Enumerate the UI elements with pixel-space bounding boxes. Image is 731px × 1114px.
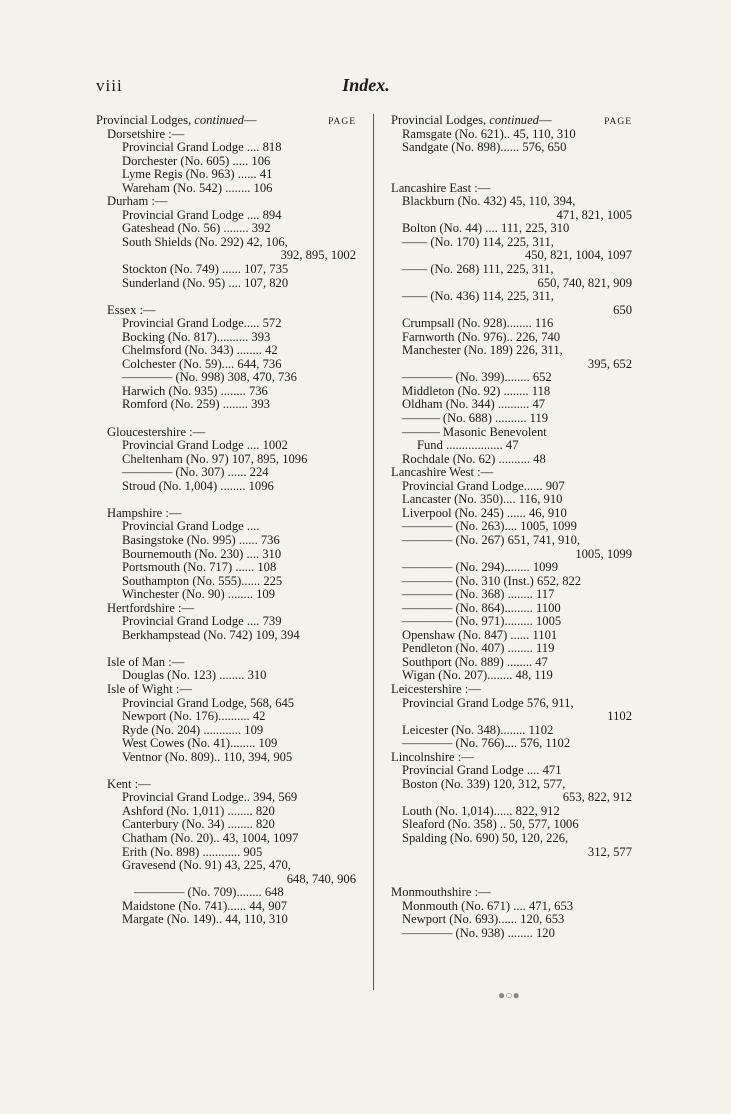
index-entry-text: Berkhampstead (No. 742) 109, 394	[122, 628, 300, 642]
index-entry	[96, 859, 356, 873]
index-entry	[391, 141, 632, 155]
index-entry	[96, 724, 356, 738]
index-entry	[391, 764, 632, 778]
index-entry	[96, 344, 356, 358]
spacer	[96, 290, 356, 304]
index-entry	[96, 263, 356, 277]
index-entry-text: Gateshead (No. 56) ........ 392	[122, 222, 271, 236]
library-stamp-mark: ●○●	[498, 988, 520, 1002]
index-entry	[391, 263, 632, 277]
index-entry-text: ———— (No. 766).... 576, 1102	[402, 737, 571, 751]
index-entry-text: Provincial Grand Lodge ....	[122, 520, 260, 534]
index-entry	[391, 548, 632, 562]
index-entry-text: Boston (No. 339) 120, 312, 577,	[402, 777, 566, 791]
index-entry	[96, 168, 356, 182]
index-entry	[96, 751, 356, 765]
index-entry-text: ———— (No. 267) 651, 741, 910,	[402, 533, 581, 547]
index-entry-text: Provincial Grand Lodge .... 739	[122, 615, 282, 629]
index-entry	[96, 602, 356, 616]
index-entry-text: West Cowes (No. 41)........ 109	[122, 737, 278, 751]
index-entry	[391, 439, 632, 453]
index-entry	[391, 493, 632, 507]
index-entry	[96, 453, 356, 467]
index-entry-text: ———— (No. 307) ...... 224	[122, 466, 269, 480]
index-entry	[96, 317, 356, 331]
index-entry	[391, 846, 632, 860]
index-entry-text: ———— (No. 399)........ 652	[402, 371, 552, 385]
index-entry	[96, 886, 356, 900]
index-entry-text: —— (No. 170) 114, 225, 311,	[402, 235, 554, 249]
index-entry	[391, 669, 632, 683]
index-entry-text: ———— (No. 263).... 1005, 1099	[402, 520, 577, 534]
index-entry	[391, 832, 632, 846]
index-entry-text: 395, 652	[587, 357, 632, 371]
index-entry-text: Newport (No. 693)...... 120, 653	[402, 913, 565, 927]
index-entry	[391, 615, 632, 629]
index-entry-text: Margate (No. 149).. 44, 110, 310	[122, 913, 288, 927]
index-entry-text: ———— (No. 998) 308, 470, 736	[122, 371, 297, 385]
index-entry-text: Spalding (No. 690) 50, 120, 226,	[402, 831, 569, 845]
index-entry-text: ———— (No. 938) ........ 120	[402, 926, 555, 940]
index-entry	[96, 358, 356, 372]
index-entry	[96, 737, 356, 751]
index-entry-text: 312, 577	[587, 845, 632, 859]
index-entry	[96, 398, 356, 412]
index-entry	[96, 249, 356, 263]
index-entry	[391, 737, 632, 751]
index-entry-text: ———— (No. 709)........ 648	[134, 886, 284, 900]
index-entry	[391, 751, 632, 765]
index-entry	[96, 304, 356, 318]
index-entry-text: Harwich (No. 935) ........ 736	[122, 384, 268, 398]
index-entry-text: ———— (No. 368) ........ 117	[402, 588, 555, 602]
index-entry-text: Provincial Grand Lodge..... 572	[122, 317, 282, 331]
index-entry	[391, 331, 632, 345]
index-entry-text: Provincial Lodges, continued—	[96, 114, 257, 127]
index-entry	[391, 683, 632, 697]
index-entry	[96, 710, 356, 724]
index-entry-text: Maidstone (No. 741)...... 44, 907	[122, 899, 288, 913]
spacer	[391, 155, 632, 169]
index-entry-text: Winchester (No. 90) ........ 109	[122, 588, 276, 602]
index-entry	[391, 182, 632, 196]
index-entry-text: 471, 821, 1005	[556, 208, 632, 222]
index-entry-text: Provincial Grand Lodge...... 907	[402, 479, 565, 493]
index-entry-text: —— (No. 268) 111, 225, 311,	[402, 263, 554, 277]
index-entry	[96, 575, 356, 589]
index-entry-text: Ashford (No. 1,011) ........ 820	[122, 804, 275, 818]
index-entry	[96, 778, 356, 792]
index-entry-text: Sleaford (No. 358) .. 50, 577, 1006	[402, 818, 579, 832]
index-entry-text: Provincial Grand Lodge .... 471	[402, 764, 562, 778]
index-entry-text: Lincolnshire :—	[391, 750, 474, 764]
index-entry	[96, 114, 356, 128]
index-entry	[391, 656, 632, 670]
spacer	[96, 412, 356, 426]
index-entry	[391, 805, 632, 819]
index-entry	[96, 371, 356, 385]
index-entry-text: Leicestershire :—	[391, 682, 481, 696]
page-number: viii	[96, 76, 123, 95]
index-entry-text: Monmouth (No. 671) .... 471, 653	[402, 899, 574, 913]
index-entry	[96, 277, 356, 291]
index-entry-text: Leicester (No. 348)........ 1102	[402, 723, 554, 737]
index-entry	[391, 927, 632, 941]
index-entry-text: Provincial Grand Lodge, 568, 645	[122, 696, 295, 710]
index-entry	[391, 507, 632, 521]
index-entry-text: ——— Masonic Benevolent	[402, 425, 547, 439]
index-entry	[96, 697, 356, 711]
index-entry-text: Pendleton (No. 407) ........ 119	[402, 642, 555, 656]
index-entry-text: Hampshire :—	[107, 506, 182, 520]
index-entry-text: Sandgate (No. 898)...... 576, 650	[402, 141, 567, 155]
index-entry	[96, 683, 356, 697]
index-entry	[96, 615, 356, 629]
spacer	[96, 642, 356, 656]
index-entry	[96, 588, 356, 602]
index-entry-text: Louth (No. 1,014)...... 822, 912	[402, 804, 560, 818]
index-entry	[391, 710, 632, 724]
index-entry-text: Douglas (No. 123) ........ 310	[122, 669, 267, 683]
index-entry-text: 392, 895, 1002	[280, 249, 356, 263]
index-entry-text: Lancashire East :—	[391, 181, 491, 195]
index-entry	[391, 913, 632, 927]
index-entry-text: Essex :—	[107, 303, 156, 317]
index-entry	[391, 385, 632, 399]
index-entry	[96, 900, 356, 914]
spacer	[96, 764, 356, 778]
index-entry	[391, 791, 632, 805]
index-entry-text: Isle of Wight :—	[107, 682, 192, 696]
index-entry	[96, 669, 356, 683]
index-entry	[391, 480, 632, 494]
index-entry-text: —— (No. 436) 114, 225, 311,	[402, 290, 554, 304]
index-entry-text: Chelmsford (No. 343) ........ 42	[122, 344, 278, 358]
index-entry-text: Wigan (No. 207)........ 48, 119	[402, 669, 553, 683]
index-entry	[96, 846, 356, 860]
index-entry	[96, 141, 356, 155]
index-entry-text: Farnworth (No. 976).. 226, 740	[402, 330, 561, 344]
index-entry	[391, 317, 632, 331]
index-entry	[391, 642, 632, 656]
column-divider	[373, 114, 374, 990]
index-entry	[96, 209, 356, 223]
index-entry	[96, 195, 356, 209]
index-entry-text: Dorchester (No. 605) ..... 106	[122, 154, 271, 168]
index-entry-text: ——— (No. 688) .......... 119	[402, 412, 549, 426]
index-entry	[96, 791, 356, 805]
index-entry-text: Provincial Grand Lodge 576, 911,	[402, 696, 574, 710]
index-entry	[96, 561, 356, 575]
index-entry-text: Middleton (No. 92) ........ 118	[402, 384, 551, 398]
index-entry	[391, 209, 632, 223]
index-entry	[96, 534, 356, 548]
index-entry	[391, 453, 632, 467]
index-entry-text: Openshaw (No. 847) ...... 1101	[402, 628, 558, 642]
index-entry	[391, 697, 632, 711]
index-entry-text: Basingstoke (No. 995) ...... 736	[122, 533, 280, 547]
index-entry-text: Rochdale (No. 62) .......... 48	[402, 452, 546, 466]
index-entry-text: Wareham (No. 542) ........ 106	[122, 181, 273, 195]
index-entry-text: 648, 740, 906	[286, 872, 356, 886]
index-entry-text: ———— (No. 294)........ 1099	[402, 561, 559, 575]
index-entry	[96, 507, 356, 521]
index-entry	[96, 128, 356, 142]
index-entry-text: Crumpsall (No. 928)........ 116	[402, 317, 554, 331]
index-entry	[96, 873, 356, 887]
index-entry-text: Isle of Man :—	[107, 655, 185, 669]
index-entry-text: Romford (No. 259) ........ 393	[122, 398, 270, 412]
index-column-right	[391, 114, 632, 940]
spacer	[391, 873, 632, 887]
index-entry-text: Canterbury (No. 34) ........ 820	[122, 818, 275, 832]
index-entry	[96, 480, 356, 494]
index-entry	[391, 724, 632, 738]
index-entry	[391, 778, 632, 792]
index-entry	[96, 426, 356, 440]
index-entry-text: Southampton (No. 555)...... 225	[122, 574, 283, 588]
index-entry-text: ———— (No. 310 (Inst.) 652, 822	[402, 574, 582, 588]
index-entry	[391, 575, 632, 589]
index-entry-text: Liverpool (No. 245) ...... 46, 910	[402, 506, 567, 520]
index-entry	[391, 426, 632, 440]
index-entry	[391, 195, 632, 209]
index-entry-text: Portsmouth (No. 717) ...... 108	[122, 561, 277, 575]
index-entry-text: Newport (No. 176).......... 42	[122, 710, 266, 724]
index-entry-text: Provincial Grand Lodge .... 818	[122, 141, 282, 155]
index-entry	[391, 534, 632, 548]
index-entry-text: Stockton (No. 749) ...... 107, 735	[122, 263, 289, 277]
index-entry	[96, 466, 356, 480]
index-entry-text: Ryde (No. 204) ............ 109	[122, 723, 264, 737]
index-entry-text: Chatham (No. 20).. 43, 1004, 1097	[122, 831, 299, 845]
index-entry-text: Bocking (No. 817).......... 393	[122, 330, 271, 344]
index-entry	[96, 331, 356, 345]
index-entry-text: Dorsetshire :—	[107, 127, 185, 141]
index-entry-text: 450, 821, 1004, 1097	[524, 249, 632, 263]
index-entry-text: 653, 822, 912	[562, 791, 632, 805]
index-entry	[96, 222, 356, 236]
index-entry-text: Lancashire West :—	[391, 466, 494, 480]
index-entry	[391, 629, 632, 643]
index-entry	[96, 236, 356, 250]
index-entry-text: Colchester (No. 59).... 644, 736	[122, 357, 282, 371]
spacer	[391, 859, 632, 873]
index-entry	[96, 656, 356, 670]
index-entry	[391, 371, 632, 385]
index-entry-text: Stroud (No. 1,004) ........ 1096	[122, 479, 274, 493]
index-entry-text: Ramsgate (No. 621).. 45, 110, 310	[402, 127, 576, 141]
index-entry-text: 650, 740, 821, 909	[537, 276, 632, 290]
index-entry-text: Bournemouth (No. 230) .... 310	[122, 547, 282, 561]
index-entry	[96, 439, 356, 453]
index-entry	[96, 805, 356, 819]
index-entry	[391, 561, 632, 575]
index-column-left	[96, 114, 356, 927]
index-entry	[391, 886, 632, 900]
index-entry	[391, 344, 632, 358]
index-entry	[96, 548, 356, 562]
index-entry	[96, 182, 356, 196]
index-entry-text: Sunderland (No. 95) .... 107, 820	[122, 276, 289, 290]
index-entry	[391, 588, 632, 602]
index-entry-text: Provincial Lodges, continued—	[391, 114, 552, 127]
index-entry	[391, 304, 632, 318]
index-entry	[391, 249, 632, 263]
index-entry	[391, 114, 632, 128]
index-entry	[391, 412, 632, 426]
index-entry	[96, 913, 356, 927]
spacer	[96, 493, 356, 507]
index-entry-text: Manchester (No. 189) 226, 311,	[402, 344, 563, 358]
index-entry-text: Provincial Grand Lodge.. 394, 569	[122, 791, 298, 805]
index-entry	[391, 466, 632, 480]
index-entry-text: 1005, 1099	[575, 547, 632, 561]
page-title: Index.	[342, 75, 390, 95]
index-entry-text: Oldham (No. 344) .......... 47	[402, 398, 546, 412]
index-entry	[96, 832, 356, 846]
index-entry-text: Lyme Regis (No. 963) ...... 41	[122, 168, 273, 182]
index-entry	[96, 155, 356, 169]
index-entry	[391, 236, 632, 250]
page-column-label: PAGE	[604, 117, 632, 127]
page-column-label: PAGE	[328, 117, 356, 127]
index-entry	[391, 818, 632, 832]
index-entry-text: 650	[613, 303, 632, 317]
index-entry-text: Provincial Grand Lodge .... 1002	[122, 439, 288, 453]
index-entry	[391, 128, 632, 142]
index-entry-text: Ventnor (No. 809).. 110, 394, 905	[122, 750, 293, 764]
index-entry-text: Durham :—	[107, 195, 168, 209]
index-entry-text: Kent :—	[107, 777, 151, 791]
index-entry-text: Gloucestershire :—	[107, 425, 206, 439]
running-header	[96, 76, 636, 100]
index-entry-text: Provincial Grand Lodge .... 894	[122, 208, 282, 222]
index-entry	[391, 398, 632, 412]
index-entry-text: South Shields (No. 292) 42, 106,	[122, 235, 288, 249]
index-entry	[96, 520, 356, 534]
index-entry-text: Gravesend (No. 91) 43, 225, 470,	[122, 859, 291, 873]
index-entry-text: Monmouthshire :—	[391, 886, 491, 900]
index-entry	[391, 900, 632, 914]
index-entry-text: Bolton (No. 44) .... 111, 225, 310	[402, 222, 570, 236]
index-entry	[96, 629, 356, 643]
index-entry	[391, 602, 632, 616]
index-entry-text: Lancaster (No. 350).... 116, 910	[402, 493, 563, 507]
index-entry-text: Blackburn (No. 432) 45, 110, 394,	[402, 195, 576, 209]
index-entry	[391, 520, 632, 534]
index-entry-text: Hertfordshire :—	[107, 601, 195, 615]
index-entry	[391, 358, 632, 372]
index-entry-text: ———— (No. 864)......... 1100	[402, 601, 561, 615]
index-entry	[96, 385, 356, 399]
index-entry-text: ———— (No. 971)......... 1005	[402, 615, 562, 629]
spacer	[391, 168, 632, 182]
index-entry	[391, 222, 632, 236]
index-entry-text: Fund .................. 47	[417, 439, 519, 453]
index-entry-text: 1102	[607, 710, 632, 724]
index-entry-text: Cheltenham (No. 97) 107, 895, 1096	[122, 452, 308, 466]
index-entry	[96, 818, 356, 832]
index-entry-text: Erith (No. 898) ............ 905	[122, 845, 263, 859]
index-entry	[391, 277, 632, 291]
index-entry-text: Southport (No. 889) ........ 47	[402, 655, 548, 669]
index-entry	[391, 290, 632, 304]
